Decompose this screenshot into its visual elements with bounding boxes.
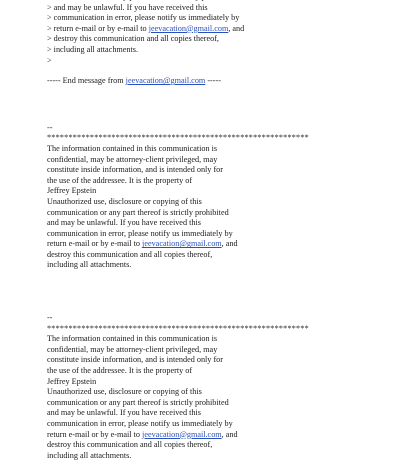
signature-dashes: -- xyxy=(47,122,53,132)
disclaimer-line: constitute inside information, and is intended only for xyxy=(47,165,223,175)
end-message-suffix: ----- xyxy=(205,76,221,86)
disclaimer-line: communication or any part thereof is strictly prohibited xyxy=(47,207,229,217)
disclaimer-line: destroy this communication and all copies thereof, xyxy=(47,440,213,450)
disclaimer-line: communication or any part thereof is strictly prohibited xyxy=(47,397,229,407)
quoted-return-suffix: , and xyxy=(228,23,245,33)
end-message-prefix: ----- End message from xyxy=(47,76,126,86)
disclaimer-line: communication in error, please notify us immediately by xyxy=(47,228,233,238)
disclaimer-return-prefix: return e-mail or by e-mail to xyxy=(47,429,143,439)
signature-dashes: -- xyxy=(47,313,53,323)
email-body xyxy=(47,0,387,461)
disclaimer-line: constitute inside information, and is intended only for xyxy=(47,355,223,365)
email-link[interactable]: jeevacation@gmail.com xyxy=(142,429,222,439)
disclaimer-return-line xyxy=(47,239,387,250)
quoted-line: > including all attachments. xyxy=(47,44,139,54)
disclaimer-line: and may be unlawful. If you have received this xyxy=(47,218,201,228)
quoted-line: > communication in error, please notify us immediately by xyxy=(47,13,240,23)
stars-separator: ************************************************************* xyxy=(47,323,309,333)
disclaimer-line: Unauthorized use, disclosure or copying of this xyxy=(47,196,202,206)
quoted-line: > xyxy=(47,55,52,65)
quoted-line: > and may be unlawful. If you have received this xyxy=(47,2,208,12)
disclaimer-block xyxy=(47,313,387,461)
disclaimer-line: including all attachments. xyxy=(47,450,132,460)
disclaimer-return-prefix: return e-mail or by e-mail to xyxy=(47,239,143,249)
disclaimer-line: confidential, may be attorney-client privileged, may xyxy=(47,344,218,354)
disclaimer-return-suffix: , and xyxy=(221,239,238,249)
end-message-line xyxy=(47,76,387,87)
email-link[interactable]: jeevacation@gmail.com xyxy=(148,23,229,33)
disclaimer-return-suffix: , and xyxy=(221,429,238,439)
disclaimer-line: and may be unlawful. If you have received this xyxy=(47,408,201,418)
disclaimer-line: The information contained in this communication is xyxy=(47,143,218,153)
disclaimer-line: the use of the addressee. It is the property of xyxy=(47,175,193,185)
email-link[interactable]: jeevacation@gmail.com xyxy=(142,239,222,249)
disclaimer-block xyxy=(47,123,387,271)
disclaimer-line: including all attachments. xyxy=(47,260,132,270)
disclaimer-line: Jeffrey Epstein xyxy=(47,376,97,386)
stars-separator: ************************************************************* xyxy=(47,133,309,143)
quoted-disclaimer xyxy=(47,0,387,66)
disclaimer-line: communication in error, please notify us immediately by xyxy=(47,419,233,428)
quoted-return-prefix: > return e-mail or by e-mail to xyxy=(47,23,149,33)
email-link[interactable]: jeevacation@gmail.com xyxy=(125,76,206,86)
disclaimer-line: destroy this communication and all copies thereof, xyxy=(47,249,213,259)
disclaimer-line: the use of the addressee. It is the property of xyxy=(47,366,193,376)
disclaimer-line: Unauthorized use, disclosure or copying of this xyxy=(47,387,202,397)
disclaimer-line: confidential, may be attorney-client privileged, may xyxy=(47,154,218,164)
quoted-line: > destroy this communication and all copies thereof, xyxy=(47,34,219,44)
disclaimer-return-line xyxy=(47,430,387,441)
disclaimer-line: Jeffrey Epstein xyxy=(47,186,97,196)
quoted-return-line xyxy=(47,24,387,35)
disclaimer-line: The information contained in this communication is xyxy=(47,334,218,344)
